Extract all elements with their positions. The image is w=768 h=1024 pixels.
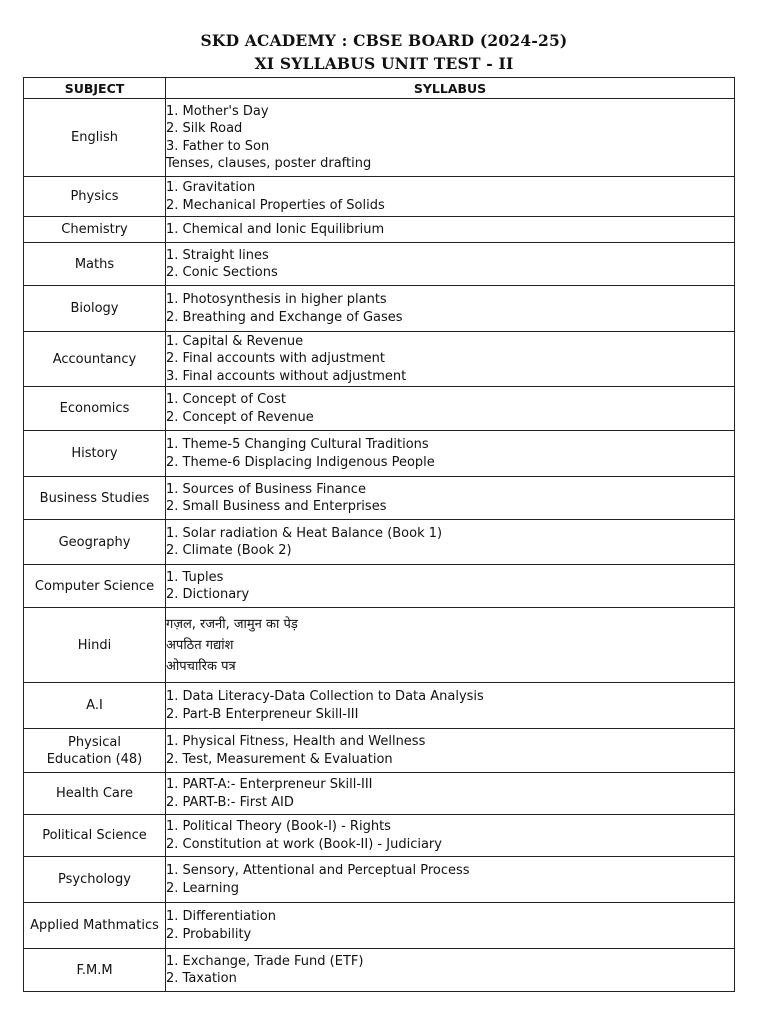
syllabus-item: 1. Tuples [166, 569, 224, 585]
table-row [24, 949, 735, 992]
syllabus-item: 1. Sensory, Attentional and Perceptual Process [166, 863, 470, 879]
syllabus-cell [166, 608, 735, 683]
table-row [24, 387, 735, 431]
subject-name: Accountancy [52, 351, 137, 367]
syllabus-cell [166, 565, 735, 608]
syllabus-cell [166, 857, 735, 903]
subject-name: Applied Mathmatics [30, 918, 159, 933]
table-row [24, 286, 735, 332]
subject-cell [24, 565, 166, 608]
subject-cell [24, 949, 166, 992]
syllabus-item: अपठित गद्यांश [166, 637, 234, 653]
subject-name: Physical [68, 734, 121, 750]
syllabus-cell [166, 520, 735, 565]
subject-name: Biology [70, 301, 119, 316]
syllabus-item: 1. Physical Fitness, Health and Wellness [166, 734, 426, 750]
subject-cell [24, 857, 166, 903]
subject-cell [24, 217, 166, 243]
syllabus-item: 2. Climate (Book 2) [166, 543, 292, 558]
syllabus-cell [166, 949, 735, 992]
syllabus-cell [166, 903, 735, 949]
syllabus-cell [166, 387, 735, 431]
syllabus-item: 3. Final accounts without adjustment [166, 368, 407, 384]
subject-cell [24, 431, 166, 477]
subject-cell [24, 477, 166, 520]
syllabus-cell [166, 729, 735, 773]
syllabus-item: 1. Photosynthesis in higher plants [166, 292, 387, 308]
syllabus-item: 2. Constitution at work (Book-II) - Judiciary [166, 836, 442, 852]
syllabus-item: 2. PART-B:- First AID [166, 794, 294, 810]
table-row [24, 683, 735, 729]
syllabus-item: 1. Concept of Cost [166, 392, 286, 408]
table-row [24, 815, 735, 857]
table-row [24, 332, 735, 387]
syllabus-cell [166, 99, 735, 177]
syllabus-cell [166, 217, 735, 243]
table-row [24, 431, 735, 477]
document-subtitle: XI SYLLABUS UNIT TEST - II [254, 54, 514, 73]
syllabus-item: 1. Differentiation [166, 909, 276, 925]
document-title: SKD ACADEMY : CBSE BOARD (2024-25) [200, 31, 568, 50]
subject-cell [24, 387, 166, 431]
syllabus-cell [166, 815, 735, 857]
syllabus-item: 1. Mother's Day [166, 103, 269, 119]
syllabus-cell [166, 243, 735, 286]
syllabus-cell [166, 177, 735, 217]
table-row [24, 177, 735, 217]
syllabus-item: 2. Dictionary [166, 587, 250, 602]
subject-cell [24, 773, 166, 815]
syllabus-table [23, 77, 735, 992]
syllabus-item: 1. PART-A:- Enterpreneur Skill-III [166, 777, 373, 793]
table-row [24, 729, 735, 773]
syllabus-item: 1. Political Theory (Book-I) - Rights [166, 819, 391, 835]
subject-name: A.I [86, 698, 103, 713]
syllabus-cell [166, 477, 735, 520]
subject-name: Psychology [58, 872, 131, 887]
syllabus-cell [166, 286, 735, 332]
syllabus-item: 2. Taxation [166, 971, 237, 986]
subject-name: Computer Science [34, 578, 155, 594]
syllabus-item: 2. Part-B Enterpreneur Skill-III [166, 706, 359, 722]
subject-name: English [71, 130, 118, 145]
subject-cell [24, 729, 166, 773]
subject-name: Geography [58, 534, 131, 550]
table-row [24, 477, 735, 520]
table-row [24, 857, 735, 903]
table-row [24, 903, 735, 949]
table-row [24, 520, 735, 565]
table-row [24, 608, 735, 683]
table-row [24, 99, 735, 177]
subject-name: Health Care [56, 786, 133, 801]
syllabus-item: 1. Theme-5 Changing Cultural Traditions [166, 437, 429, 453]
syllabus-item: 1. Sources of Business Finance [166, 481, 366, 497]
syllabus-item: 1. Chemical and Ionic Equilibrium [166, 221, 385, 237]
syllabus-item: 2. Breathing and Exchange of Gases [166, 309, 403, 325]
syllabus-item: 2. Conic Sections [166, 265, 278, 280]
syllabus-cell [166, 773, 735, 815]
subject-name: Chemistry [61, 222, 128, 237]
syllabus-cell [166, 431, 735, 477]
subject-cell [24, 177, 166, 217]
syllabus-item: Tenses, clauses, poster drafting [166, 155, 372, 171]
syllabus-item: 2. Probability [166, 926, 252, 942]
syllabus-item: 1. Straight lines [166, 247, 269, 263]
syllabus-item: 2. Final accounts with adjustment [166, 351, 385, 367]
syllabus-item: 2. Small Business and Enterprises [166, 499, 387, 514]
syllabus-item: गज़ल, रजनी, जामुन का पेड़ [166, 616, 298, 632]
subject-name: Economics [59, 401, 130, 416]
syllabus-item: 2. Silk Road [166, 121, 243, 137]
syllabus-item: 2. Test, Measurement & Evaluation [166, 751, 393, 767]
table-row [24, 243, 735, 286]
syllabus-cell [166, 332, 735, 387]
syllabus-table-body [24, 99, 735, 992]
subject-name: Hindi [77, 637, 112, 653]
subject-cell [24, 520, 166, 565]
table-row [24, 773, 735, 815]
subject-cell [24, 286, 166, 332]
syllabus-item: 1. Solar radiation & Heat Balance (Book 1) [166, 525, 443, 541]
subject-cell [24, 815, 166, 857]
subject-name: History [71, 446, 118, 461]
subject-name: Education (48) [46, 751, 143, 767]
syllabus-item: 3. Father to Son [166, 138, 270, 154]
subject-cell [24, 903, 166, 949]
syllabus-item: 1. Capital & Revenue [166, 333, 304, 349]
subject-column-header: SUBJECT [24, 78, 166, 99]
syllabus-item: 2. Theme-6 Displacing Indigenous People [166, 454, 435, 470]
table-row [24, 217, 735, 243]
syllabus-item: ओपचारिक पत्र [166, 658, 236, 674]
subject-name: Maths [74, 256, 115, 272]
syllabus-cell [166, 683, 735, 729]
subject-name: Political Science [42, 828, 147, 843]
subject-name: F.M.M [76, 962, 113, 978]
table-header-row [24, 78, 735, 99]
table-row [24, 565, 735, 608]
document-header [0, 29, 768, 75]
subject-name: Physics [70, 189, 119, 204]
syllabus-item: 1. Gravitation [166, 180, 256, 196]
subject-cell [24, 99, 166, 177]
subject-cell [24, 683, 166, 729]
subject-cell [24, 243, 166, 286]
syllabus-item: 1. Data Literacy-Data Collection to Data Analysis [166, 689, 484, 705]
syllabus-item: 1. Exchange, Trade Fund (ETF) [166, 953, 364, 969]
syllabus-item: 2. Mechanical Properties of Solids [166, 197, 385, 213]
syllabus-item: 2. Concept of Revenue [166, 409, 314, 425]
subject-cell [24, 608, 166, 683]
syllabus-item: 2. Learning [166, 880, 239, 896]
subject-name: Business Studies [39, 490, 150, 506]
subject-cell [24, 332, 166, 387]
syllabus-column-header: SYLLABUS [166, 78, 735, 99]
